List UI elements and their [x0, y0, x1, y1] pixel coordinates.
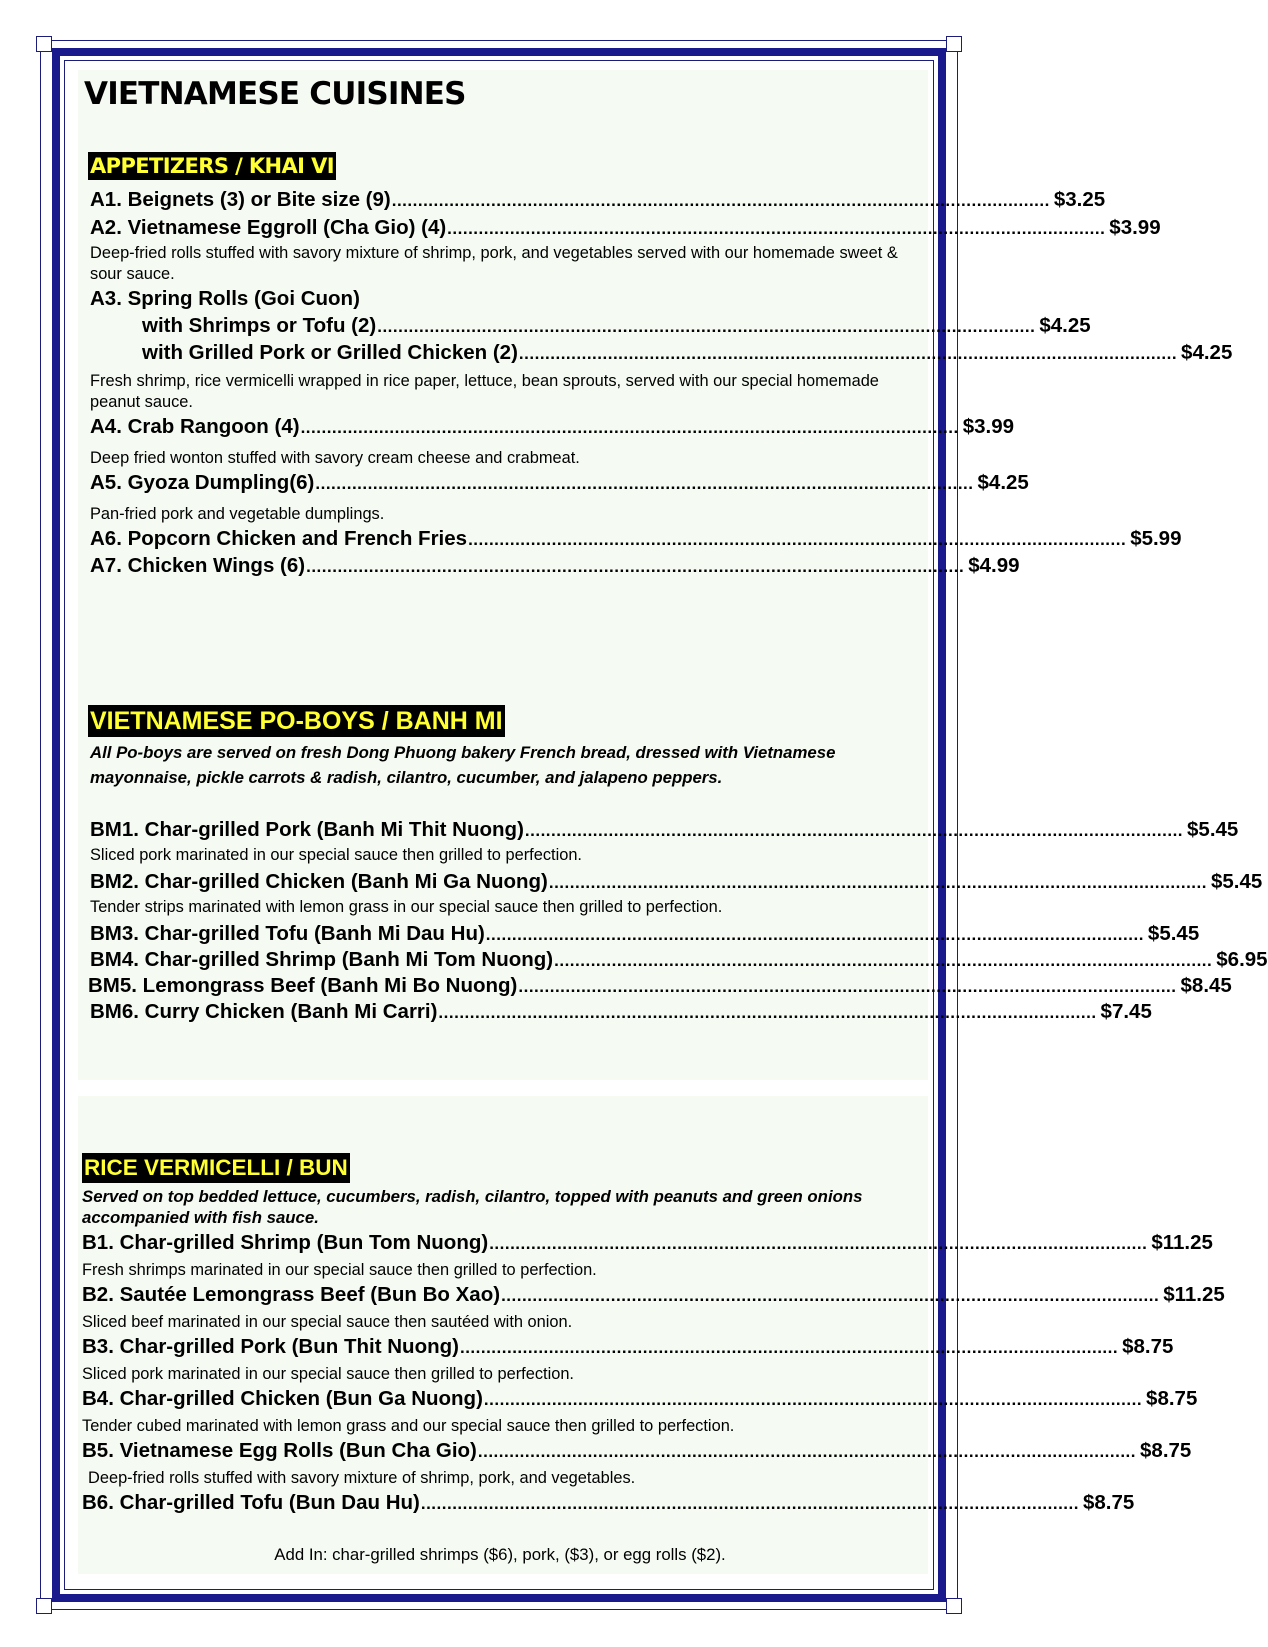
item-name: A4. Crab Rangoon (4) — [90, 415, 300, 438]
item-name: BM6. Curry Chicken (Banh Mi Carri) — [90, 1000, 438, 1023]
dot-leader: .............................................................................................................................. — [306, 557, 965, 576]
item-description: Tender strips marinated with lemon grass in our special sauce then grilled to perfection. — [90, 898, 723, 916]
bun-heading: RICE VERMICELLI / BUN — [82, 1153, 350, 1183]
dot-leader: .............................................................................................................................. — [477, 1442, 1137, 1461]
menu-item-b4 — [82, 1386, 1198, 1412]
item-price: $8.75 — [1146, 1387, 1198, 1410]
item-description: Sliced pork marinated in our special sauce then grilled to perfection. — [90, 846, 582, 864]
item-description: Deep fried wonton stuffed with savory cream cheese and crabmeat. — [90, 449, 580, 467]
item-price: $3.99 — [1109, 216, 1161, 239]
dot-leader: .............................................................................................................................. — [459, 1338, 1119, 1357]
item-price: $7.45 — [1100, 1000, 1152, 1023]
item-price: $4.25 — [977, 471, 1029, 494]
dot-leader: .............................................................................................................................. — [377, 317, 1036, 336]
dot-leader: .............................................................................................................................. — [501, 1286, 1160, 1305]
item-name: A1. Beignets (3) or Bite size (9) — [90, 188, 391, 211]
menu-item-b1 — [82, 1230, 1213, 1256]
dot-leader: .............................................................................................................................. — [485, 925, 1144, 944]
item-name: B4. Char-grilled Chicken (Bun Ga Nuong) — [82, 1387, 483, 1410]
menu-item-bm6 — [90, 999, 1152, 1025]
dot-leader: .............................................................................................................................. — [518, 344, 1178, 363]
item-price: $5.45 — [1210, 870, 1263, 893]
menu-item-a3: A3. Spring Rolls (Goi Cuon) — [90, 287, 360, 310]
item-name: A5. Gyoza Dumpling(6) — [90, 471, 315, 494]
menu-item-bm5 — [88, 973, 1232, 999]
appetizers-heading: APPETIZERS / KHAI VI — [90, 154, 334, 178]
item-price: $5.99 — [1130, 527, 1182, 550]
dot-leader: .............................................................................................................................. — [300, 418, 959, 437]
item-price: $6.95 — [1216, 948, 1268, 971]
item-name: A6. Popcorn Chicken and French Fries — [90, 527, 468, 550]
item-price: $8.45 — [1180, 974, 1232, 997]
menu-item-bm3 — [90, 921, 1200, 947]
menu-item-a3-option-2 — [142, 340, 1233, 366]
section-intro: Served on top bedded lettuce, cucumbers, radish, cilantro, topped with peanuts and green onions accompanied with fish sauce. — [82, 1187, 863, 1227]
item-price: $4.25 — [1039, 314, 1091, 337]
item-price: $3.99 — [962, 415, 1015, 438]
item-price: $8.75 — [1082, 1491, 1135, 1514]
dot-leader: .............................................................................................................................. — [548, 873, 1207, 892]
menu-item-a4 — [90, 414, 1015, 440]
item-description: Deep-fried rolls stuffed with savory mixture of shrimp, pork, and vegetables served with our homemade sweet & sour sauce. — [90, 244, 898, 283]
item-description: Deep-fried rolls stuffed with savory mixture of shrimp, pork, and vegetables. — [88, 1469, 636, 1487]
menu-item-bm2 — [90, 869, 1263, 895]
item-name: B2. Sautée Lemongrass Beef (Bun Bo Xao) — [82, 1283, 501, 1306]
page-title: VIETNAMESE CUISINES — [84, 76, 466, 112]
dot-leader: .............................................................................................................................. — [315, 474, 974, 493]
menu-item-a2 — [90, 215, 1161, 241]
item-name: with Grilled Pork or Grilled Chicken (2) — [142, 341, 518, 364]
item-price: $11.25 — [1163, 1283, 1225, 1306]
menu-item-a7 — [90, 553, 1020, 579]
item-name: B5. Vietnamese Egg Rolls (Bun Cha Gio) — [82, 1439, 477, 1462]
menu-item-b5 — [82, 1438, 1192, 1464]
item-price: $8.75 — [1122, 1335, 1174, 1358]
dot-leader: .............................................................................................................................. — [420, 1494, 1079, 1513]
menu-item-bm4 — [90, 947, 1268, 973]
dot-leader: .............................................................................................................................. — [554, 951, 1213, 970]
item-price: $8.75 — [1140, 1439, 1192, 1462]
item-name: BM5. Lemongrass Beef (Banh Mi Bo Nuong) — [88, 974, 518, 997]
item-price: $11.25 — [1151, 1231, 1213, 1254]
item-name: A2. Vietnamese Eggroll (Cha Gio) (4) — [90, 216, 447, 239]
dot-leader: .............................................................................................................................. — [489, 1234, 1148, 1253]
item-name: B6. Char-grilled Tofu (Bun Dau Hu) — [82, 1491, 420, 1514]
menu-item-b6 — [82, 1490, 1135, 1516]
item-price: $4.99 — [968, 554, 1020, 577]
frame-corner-tl — [36, 36, 52, 52]
item-price: $5.45 — [1147, 922, 1200, 945]
add-in-note: Add In: char-grilled shrimps ($6), pork, ($3), or egg rolls ($2). — [274, 1545, 726, 1564]
dot-leader: .............................................................................................................................. — [524, 821, 1184, 840]
menu-item-a5 — [90, 470, 1029, 496]
menu-item-a3-option-1 — [142, 313, 1091, 339]
item-name: BM1. Char-grilled Pork (Banh Mi Thit Nuong) — [90, 818, 524, 841]
menu-item-a1 — [90, 187, 1106, 213]
section-intro: All Po-boys are served on fresh Dong Phuong bakery French bread, dressed with Vietnamese mayonnaise, pickle carrots & radish, cilantro, cucumber, and jalapeno peppers. — [90, 743, 836, 787]
frame-corner-bl — [36, 1598, 52, 1614]
item-name: BM4. Char-grilled Shrimp (Banh Mi Tom Nuong) — [90, 948, 554, 971]
item-description: Sliced beef marinated in our special sauce then sautéed with onion. — [82, 1313, 573, 1331]
item-description: Fresh shrimp, rice vermicelli wrapped in rice paper, lettuce, bean sprouts, served with our special homemade peanut sauce. — [90, 372, 879, 411]
menu-item-a6 — [90, 526, 1182, 552]
dot-leader: .............................................................................................................................. — [483, 1390, 1143, 1409]
item-name: B3. Char-grilled Pork (Bun Thit Nuong) — [82, 1335, 459, 1358]
item-name: BM3. Char-grilled Tofu (Banh Mi Dau Hu) — [90, 922, 485, 945]
item-name: B1. Char-grilled Shrimp (Bun Tom Nuong) — [82, 1231, 489, 1254]
item-name: A7. Chicken Wings (6) — [90, 554, 306, 577]
item-name: with Shrimps or Tofu (2) — [142, 314, 377, 337]
menu-item-b3 — [82, 1334, 1174, 1360]
poboys-heading: VIETNAMESE PO-BOYS / BANH MI — [90, 707, 503, 735]
dot-leader: .............................................................................................................................. — [391, 191, 1050, 210]
item-description: Sliced pork marinated in our special sauce then grilled to perfection. — [82, 1365, 574, 1383]
dot-leader: .............................................................................................................................. — [518, 977, 1177, 996]
dot-leader: .............................................................................................................................. — [447, 219, 1106, 238]
frame-corner-tr — [946, 36, 962, 52]
menu-item-b2 — [82, 1282, 1225, 1308]
item-description: Pan-fried pork and vegetable dumplings. — [90, 505, 385, 523]
dot-leader: .............................................................................................................................. — [438, 1003, 1097, 1022]
item-price: $3.25 — [1053, 188, 1106, 211]
item-name: BM2. Char-grilled Chicken (Banh Mi Ga Nuong) — [90, 870, 548, 893]
item-description: Fresh shrimps marinated in our special sauce then grilled to perfection. — [82, 1261, 597, 1279]
menu-item-bm1 — [90, 817, 1239, 843]
item-price: $4.25 — [1181, 341, 1233, 364]
item-description: Tender cubed marinated with lemon grass and our special sauce then grilled to perfection. — [82, 1417, 735, 1435]
dot-leader: .............................................................................................................................. — [468, 530, 1127, 549]
frame-corner-br — [946, 1598, 962, 1614]
item-price: $5.45 — [1187, 818, 1239, 841]
